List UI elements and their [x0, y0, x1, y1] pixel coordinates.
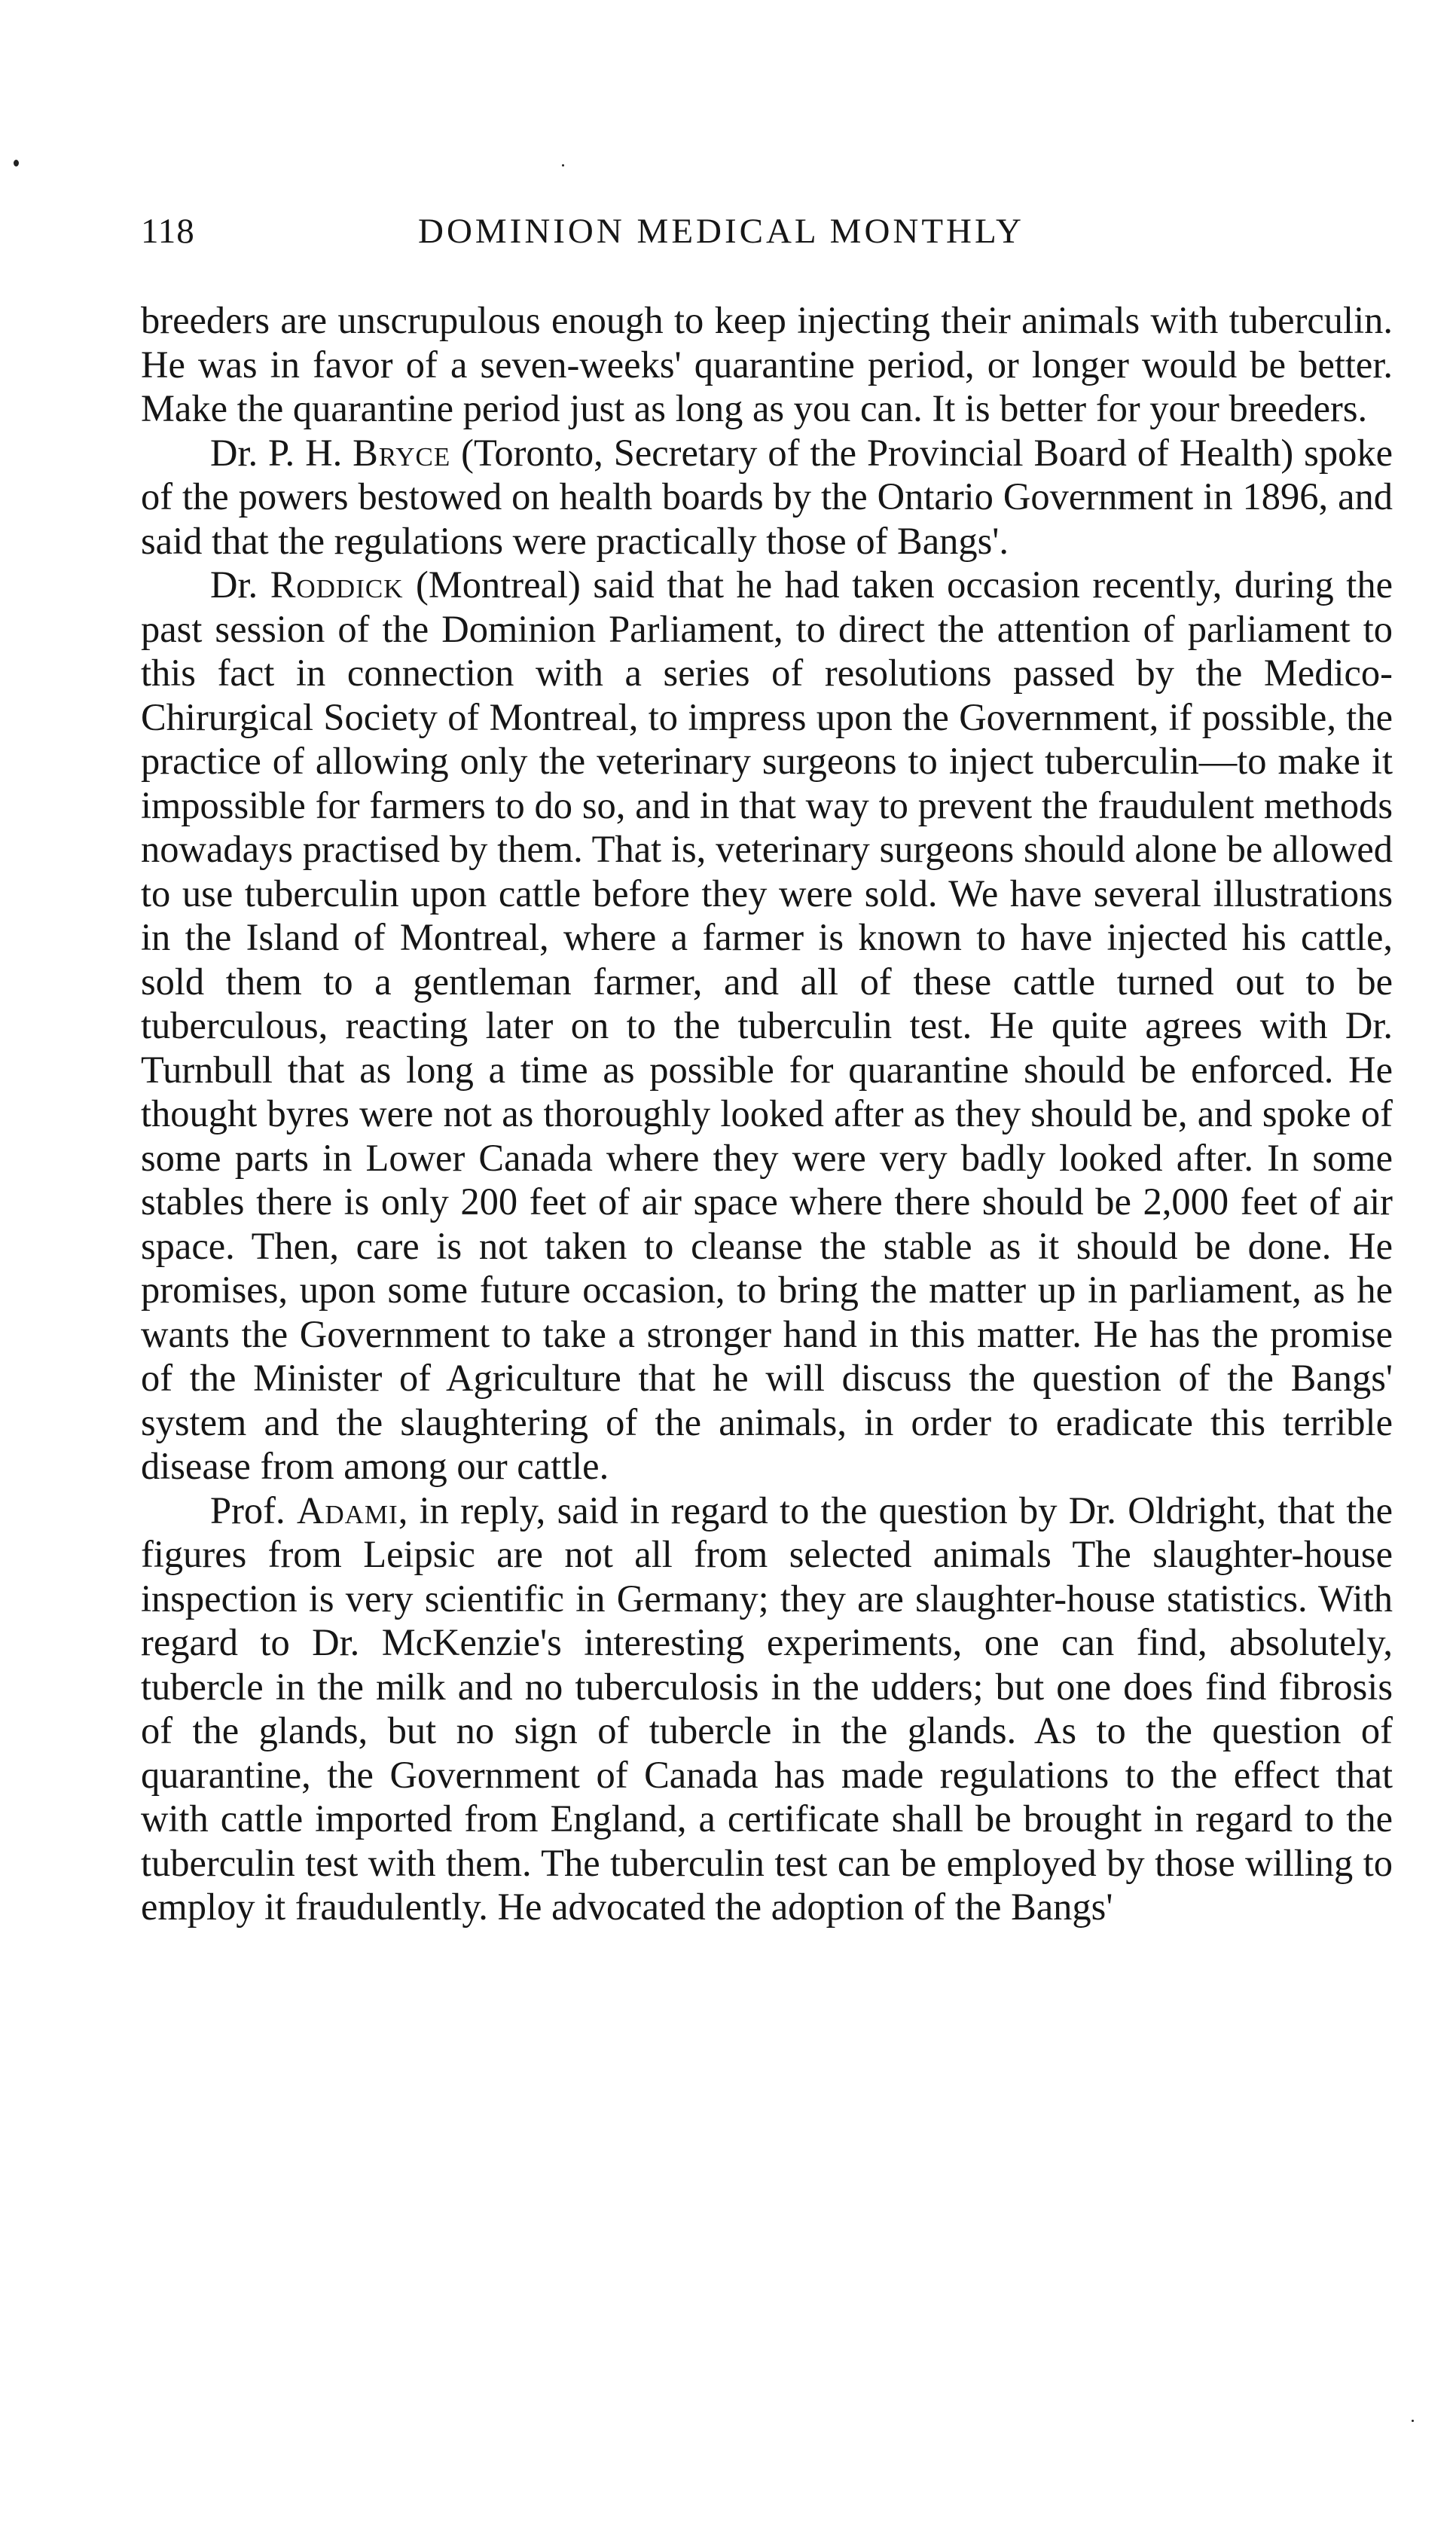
- print-speck: [14, 160, 19, 166]
- paragraph: [141, 298, 1393, 431]
- paragraph-text: (Toronto, Secretary of the Provincial Board of Health) spoke of the powers bestowed on health boards by the Ontario Government in 1896, and said that the regulations were practically those of Bangs'.: [141, 431, 1393, 562]
- running-head: [141, 211, 1316, 259]
- print-speck: [562, 164, 564, 166]
- paragraph: [141, 1489, 1393, 1929]
- speaker-name: Bryce: [353, 431, 451, 474]
- page-number: 118: [141, 212, 195, 251]
- speaker-prefix: Dr. P. H.: [210, 431, 353, 474]
- speaker-name: Adami: [296, 1489, 398, 1532]
- body-text: [141, 298, 1393, 1929]
- paragraph: [141, 431, 1393, 563]
- paragraph-text: (Montreal) said that he had taken occasion recently, during the past session of the Dominion Parliament, to direct the attention of parliament to this fact in connection with a series of resolutions passed by the Medico-Chirurgical Society of Montreal, to impress upon the Government, if possible, the practice of allowing only the veterinary surgeons to inject tuberculin—to make it impossible for farmers to do so, and in that way to prevent the fraudulent methods nowadays practised by them. That is, veterinary surgeons should alone be allowed to use tuberculin upon cattle before they were sold. We have several illustrations in the Island of Montreal, where a farmer is known to have injected his cattle, sold them to a gentleman farmer, and all of these cattle turned out to be tuberculous, reacting later on to the tuberculin test. He quite agrees with Dr. Turnbull that as long a time as possible for quarantine should be enforced. He thought byres were not as thoroughly looked after as they should be, and spoke of some parts in Lower Canada where they were very badly looked after. In some stables there is only 200 feet of air space where there should be 2,000 feet of air space. Then, care is not taken to cleanse the stable as it should be done. He promises, upon some future occasion, to bring the matter up in parliament, as he wants the Government to take a stronger hand in this matter. He has the promise of the Minister of Agriculture that he will discuss the question of the Bangs' system and the slaughtering of the animals, in order to eradicate this terrible disease from among our cattle.: [141, 563, 1393, 1487]
- speaker-prefix: Dr.: [210, 563, 270, 606]
- paragraph: [141, 563, 1393, 1489]
- paragraph-text: , in reply, said in regard to the question by Dr. Oldright, that the figures from Leipsic are not all from selected animals The slaughter-house inspection is very scientific in Germany; they are slaughter-house statistics. With regard to Dr. McKenzie's interesting experiments, one can find, absolutely, tubercle in the milk and no tuberculosis in the udders; but one does find fibrosis of the glands, but no sign of tubercle in the glands. As to the question of quarantine, the Government of Canada has made regulations to the effect that with cattle imported from England, a certificate shall be brought in regard to the tuberculin test with them. The tuberculin test can be employed by those willing to employ it fraudulently. He advocated the adoption of the Bangs': [141, 1489, 1393, 1928]
- speaker-name: Roddick: [270, 563, 404, 606]
- journal-title: DOMINION MEDICAL MONTHLY: [418, 212, 1024, 251]
- paragraph-text: breeders are unscrupulous enough to keep injecting their animals with tuberculin. He was in favor of a seven-weeks' quarantine period, or longer would be better. Make the quarantine period just as long as you can. It is better for your breeders.: [141, 299, 1393, 429]
- print-speck: [1412, 2420, 1414, 2422]
- speaker-prefix: Prof.: [210, 1489, 297, 1532]
